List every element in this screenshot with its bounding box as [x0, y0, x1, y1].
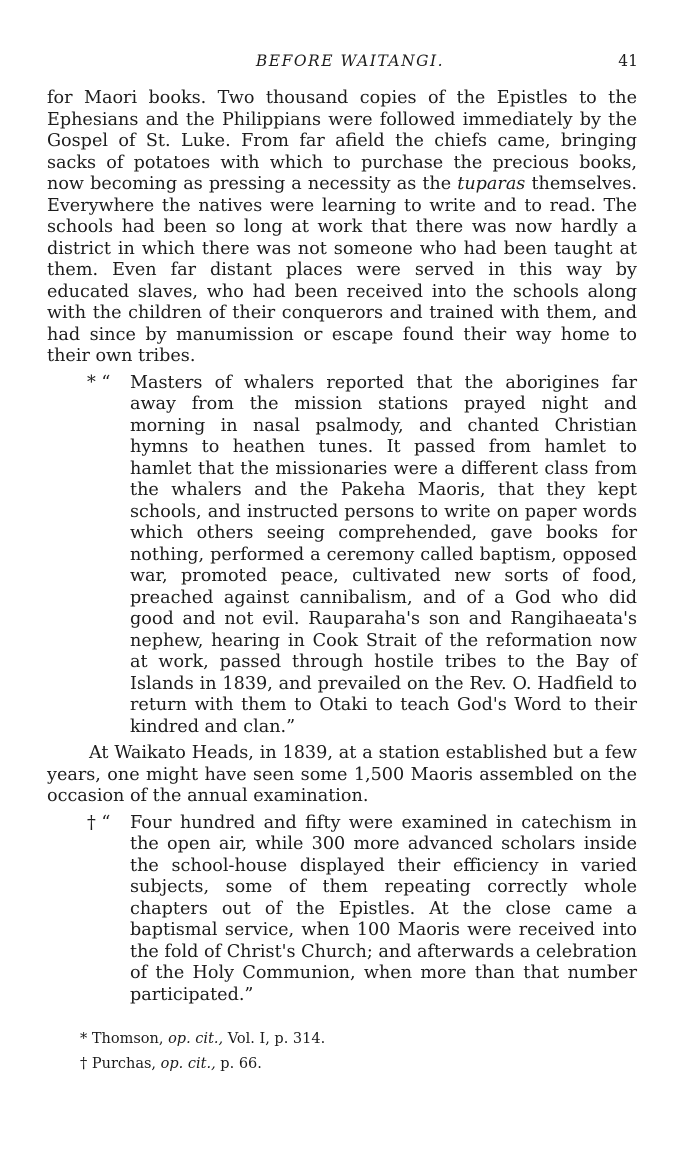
footnote-author: Thomson,	[91, 1031, 169, 1047]
running-head-title: BEFORE WAITANGI.	[255, 52, 445, 70]
footnote-mark: †	[80, 1056, 92, 1072]
footnote-detail: p. 66.	[215, 1056, 262, 1072]
footnote	[80, 1052, 640, 1077]
footnotes	[80, 1027, 640, 1077]
footnote-marker: † “	[87, 812, 111, 833]
paragraph-continued	[47, 88, 637, 368]
footnote-citation: op. cit.,	[168, 1031, 224, 1047]
page-number: 41	[618, 52, 638, 70]
block-quote-examination	[87, 813, 637, 1007]
quote-text: Masters of whalers reported that the aborigines far away from the mission stations prayed night and morning in nasal psalmody, and chanted Christian hymns to heathen tunes. It passed from hamlet to hamlet that the missionaries were a different class from the whalers and the Pakeha Maoris, that they kept schools, and instructed persons to write on paper words which others seeing comprehended, gave books for nothing, performed a ceremony called baptism, opposed war, promoted peace, cultivated new sorts of food, preached against cannibalism, and of a God who did good and not evil. Rauparaha's son and Rangihaeata's nephew, hearing in Cook Strait of the reformation now at work, passed through hostile tribes to the Bay of Islands in 1839, and prevailed on the Rev. O. Hadfield to return with them to Otaki to teach God's Word to their kindred and clan.”	[130, 372, 637, 737]
paragraph-text: for Maori books. Two thousand copies of the Epistles to the Ephesians and the Philippians were followed immediately by the Gospel of St. Luke. From far afield the chiefs came, bringing sacks of potatoes with which to purchase the precious books, now becoming as pressing a necessity as the	[47, 88, 637, 194]
footnote-mark: *	[80, 1031, 92, 1047]
paragraph-waikato	[47, 743, 637, 808]
quote-text: Four hundred and fifty were examined in catechism in the open air, while 300 more advanced scholars inside the school-house displayed their efficiency in varied subjects, some of them repeating correctly whole chapters out of the Epistles. At the close came a baptismal service, when 100 Maoris were received into the fold of Christ's Church; and afterwards a celebration of the Holy Communion, when more than that number participated.”	[130, 812, 637, 1005]
paragraph-text: themselves. Everywhere the natives were learning to write and to read. The schools had been so long at work that there was now hardly a district in which there was not someone who had been taught at them. Even far distant places were served in this way by educated slaves, who had been received into the schools along with the children of their conquerors and trained with them, and had since by manumission or escape found their way home to their own tribes.	[47, 174, 637, 366]
footnote-author: Purchas,	[91, 1056, 161, 1072]
paragraph-text: At Waikato Heads, in 1839, at a station established but a few years, one might have seen some 1,500 Maoris assembled on the occasion of the annual examination.	[47, 743, 637, 806]
footnote-detail: Vol. I, p. 314.	[223, 1031, 326, 1047]
footnote	[80, 1027, 640, 1052]
footnote-citation: op. cit.,	[160, 1056, 216, 1072]
running-head	[0, 52, 700, 72]
body-text	[47, 88, 637, 1006]
block-quote-whalers	[87, 373, 637, 739]
italic-term: tuparas	[457, 174, 526, 194]
footnote-marker: * “	[87, 372, 111, 393]
